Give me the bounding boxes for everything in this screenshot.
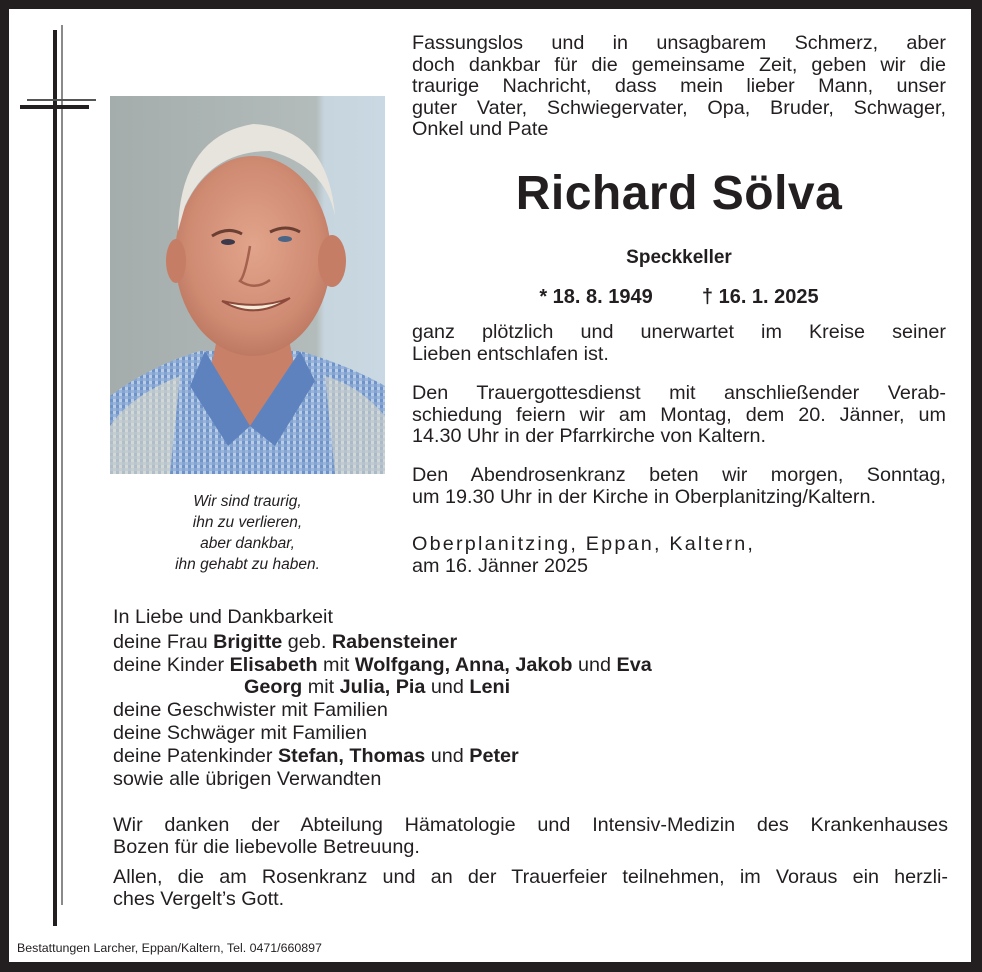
quote-line: ihn gehabt zu haben. [175,556,320,573]
obituary-card [9,9,971,962]
place-and-date [412,534,946,577]
relation-label: deine Patenkinder [113,744,278,767]
hospital-thanks [113,815,948,858]
mourner-name: Brigitte [213,630,283,653]
intro-line: Fassungslos und in unsagbarem Schmerz, aber [412,32,946,54]
mourner-name: Julia, Pia [339,676,426,699]
funeral-line: schiedung feiern wir am Montag, dem 20. Jänner, um [412,403,946,426]
thanks-line: Wir danken der Abteilung Hämatologie und Intensiv-Medizin des Krankenhauses [113,814,948,836]
quote-line: Wir sind traurig, [193,493,302,510]
funeral-home-credit: Bestattungen Larcher, Eppan/Kaltern, Tel. 0471/660897 [17,941,322,955]
date-line: am 16. Jänner 2025 [412,554,588,577]
cross-vertical-bar [53,30,57,926]
quote-line: ihn zu verlieren, [192,514,303,531]
mourner-children [113,676,813,699]
mourner-godchildren [113,745,813,768]
mourner-name: Georg [244,676,303,699]
memorial-quote [110,491,385,575]
death-date: † 16. 1. 2025 [701,286,819,308]
funeral-paragraph [412,383,946,448]
rosary-paragraph [412,465,946,508]
mourner-children [113,654,813,677]
relation-label: deine Frau [113,630,214,653]
life-dates [412,285,946,309]
intro-line: guter Vater, Schwiegervater, Opa, Bruder, Schwager, [412,96,946,119]
portrait-photo [110,96,385,474]
deceased-name: Richard Sölva [515,167,843,220]
mourner-name: Rabensteiner [331,630,458,653]
intro-line: Onkel und Pate [412,118,549,141]
relation-label: geb. [282,630,332,653]
cross-vertical-thin-line [61,25,63,905]
mourner-inlaws: deine Schwäger mit Familien [113,721,367,744]
rosary-line: Den Abendrosenkranz beten wir morgen, Sonntag, [412,464,946,486]
cross-horizontal-thin-line [27,99,96,101]
relation-label: mit [302,676,340,699]
relation-label: und [572,653,617,676]
mourner-name: Peter [469,744,519,767]
intro-line: traurige Nachricht, dass mein lieber Mann, unser [412,75,946,98]
passing-paragraph [412,322,946,365]
mourner-name: Stefan, Thomas [277,744,426,767]
place-line: Oberplanitzing, Eppan, Kaltern, [412,533,756,555]
mourners-list [113,606,813,790]
mourner-relatives: sowie alle übrigen Verwandten [113,767,382,790]
passing-line: ganz plötzlich und unerwartet im Kreise seiner [412,321,946,343]
thanks-line: Allen, die am Rosenkranz und an der Trauerfeier teilnehmen, im Voraus ein herzli- [113,866,948,888]
portrait-illustration [110,96,385,474]
mourner-siblings: deine Geschwister mit Familien [113,699,388,722]
deceased-nickname: Speckkeller [626,247,732,268]
mourner-name: Elisabeth [229,653,318,676]
relation-label: mit [317,653,355,676]
thanks-line: Bozen für die liebevolle Betreuung. [113,835,420,858]
funeral-line: 14.30 Uhr in der Pfarrkirche von Kaltern. [412,425,767,448]
passing-line: Lieben entschlafen ist. [412,342,609,365]
rosary-line: um 19.30 Uhr in der Kirche in Oberplanitzing/Kaltern. [412,485,876,508]
quote-line: aber dankbar, [200,535,295,552]
thanks-line: ches Vergelt’s Gott. [113,887,285,910]
mourner-wife [113,631,813,654]
funeral-line: Den Trauergottesdienst mit anschließender Verab- [412,382,946,404]
intro-paragraph [412,33,946,141]
mourner-name: Wolfgang, Anna, Jakob [354,653,573,676]
cross-horizontal-bar [20,105,89,109]
mourner-name: Leni [469,676,511,699]
attendees-thanks [113,867,948,910]
intro-line: doch dankbar für die gemeinsame Zeit, geben wir die [412,53,946,76]
mourners-heading: In Liebe und Dankbarkeit [113,606,333,628]
relation-label: und [425,676,470,699]
relation-label: deine Kinder [113,653,230,676]
relation-label: und [425,744,470,767]
birth-date: * 18. 8. 1949 [539,286,653,308]
mourner-name: Eva [616,653,652,676]
